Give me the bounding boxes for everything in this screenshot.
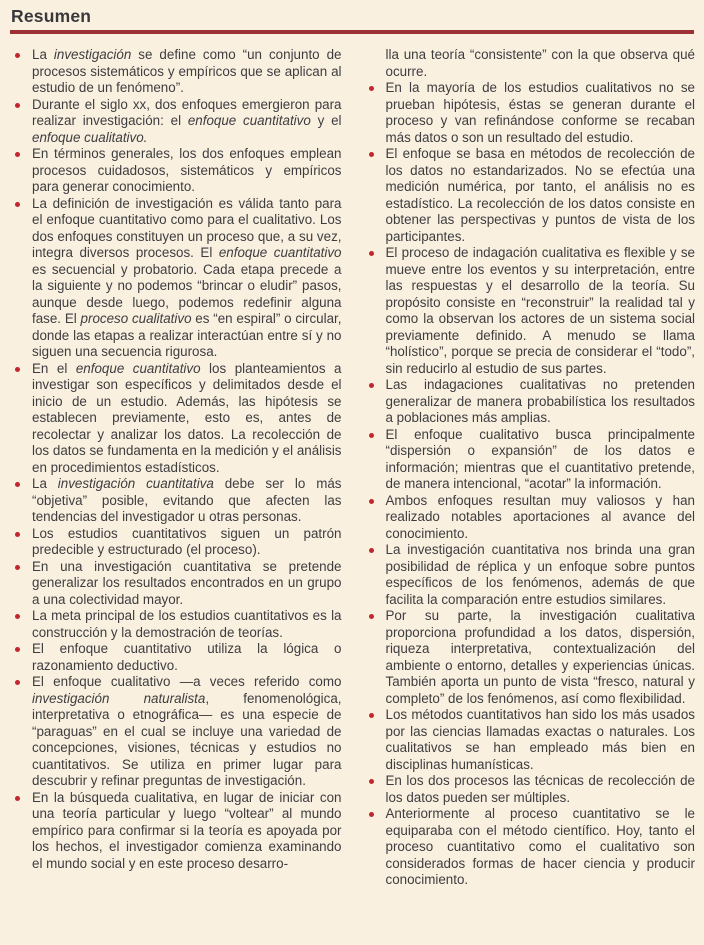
bullet-item [364, 773, 696, 806]
bullet-item [10, 97, 342, 147]
bullet-icon [369, 433, 374, 438]
bullet-icon [369, 548, 374, 553]
bullet-icon [15, 482, 20, 487]
bullet-icon [369, 779, 374, 784]
bullet-text: El enfoque cualitativo busca principalmente “dispersión o expansión” de los datos e información; mientras que el cuantitativo pretende, de manera intencional, “acotar” la información. [385, 426, 695, 492]
bullet-icon [369, 251, 374, 256]
bullet-item [10, 674, 342, 790]
bullet-icon [369, 614, 374, 619]
bullet-item [364, 377, 696, 427]
bullet-item [364, 806, 696, 889]
bullet-text: Los métodos cuantitativos han sido los más usados por las ciencias llamadas exactas o naturales. Los cualitativos se han empleado más bien en disciplinas humanísticas. [385, 707, 695, 772]
bullet-text: La investigación se define como “un conjunto de procesos sistemáticos y empíricos que se aplican al estudio de un fenómeno”. [32, 47, 342, 96]
page-title: Resumen [11, 6, 92, 26]
title-rule [10, 30, 694, 34]
bullet-text: En una investigación cuantitativa se pretende generalizar los resultados encontrados en un grupo a una colectividad mayor. [32, 558, 342, 607]
bullet-text: El enfoque cualitativo —a veces referido como investigación naturalista, fenomenológica, interpretativa o etnográfica— es una especie de “paraguas” en el cual se incluye una variedad de concepciones, visiones, técnicas y estudios no cuantitativos. Se utiliza en primer lugar para descubrir y refinar preguntas de investigación. [32, 674, 342, 789]
bullet-icon [15, 532, 20, 537]
bullet-icon [369, 152, 374, 157]
bullet-text: El enfoque cuantitativo utiliza la lógica o razonamiento deductivo. [32, 641, 342, 673]
bullet-item [364, 608, 696, 707]
bullet-item [364, 80, 696, 146]
bullet-item [364, 427, 696, 493]
bullet-item [10, 361, 342, 477]
bullet-icon [15, 796, 20, 801]
bullet-icon [369, 86, 374, 91]
bullet-icon [15, 202, 20, 207]
bullet-icon [369, 499, 374, 504]
bullet-text: En la búsqueda cualitativa, en lugar de iniciar con una teoría particular y luego “voltear” al mundo empírico para confirmar si la teoría es apoyada por los hechos, el investigador comienza examinando el mundo social y en este proceso desarro- [32, 789, 342, 871]
column-right [364, 47, 696, 889]
bullet-icon [15, 103, 20, 108]
bullet-item [364, 146, 696, 245]
summary-header [10, 0, 695, 34]
bullet-item [10, 196, 342, 361]
bullet-icon [15, 565, 20, 570]
bullet-text: El enfoque se basa en métodos de recolección de los datos no estandarizados. No se efectúa una medición numérica, por tanto, el análisis no es estadístico. La recolección de los datos consiste en obtener las perspectivas y puntos de vista de los participantes. [385, 146, 695, 244]
bullet-text: En términos generales, los dos enfoques emplean procesos cuidadosos, sistemáticos y empíricos para generar conocimiento. [32, 146, 342, 195]
bullet-item [364, 707, 696, 773]
two-column-layout [10, 47, 695, 889]
bullet-item [10, 559, 342, 609]
bullet-text: Durante el siglo xx, dos enfoques emergieron para realizar investigación: el enfoque cuantitativo y el enfoque cualitativo. [32, 96, 342, 145]
bullet-item [10, 47, 342, 97]
bullet-icon [369, 812, 374, 817]
bullet-icon [15, 647, 20, 652]
bullet-text: En la mayoría de los estudios cualitativos no se prueban hipótesis, éstas se generan durante el proceso y van refinándose conforme se recaban más datos o son un resultado del estudio. [385, 80, 695, 145]
bullet-icon [369, 383, 374, 388]
bullet-icon [15, 152, 20, 157]
bullet-text: El proceso de indagación cualitativa es flexible y se mueve entre los eventos y su interpretación, entre las respuestas y el desarrollo de la teoría. Su propósito consiste en “reconstruir” la realidad tal y como la observan los actores de un sistema social previamente definido. A menudo se llama “holístico”, porque se precia de considerar el “todo”, sin reducirlo al estudio de sus partes. [385, 245, 695, 376]
bullet-text: Los estudios cuantitativos siguen un patrón predecible y estructurado (el proceso). [32, 525, 342, 558]
bullet-icon [15, 680, 20, 685]
bullet-text: En los dos procesos las técnicas de recolección de los datos pueden ser múltiples. [385, 773, 695, 805]
bullet-item [10, 526, 342, 559]
bullet-item [10, 608, 342, 641]
bullet-item [10, 790, 342, 873]
bullet-item [364, 245, 696, 377]
bullet-icon [369, 713, 374, 718]
bullet-text: lla una teoría “consistente” con la que observa qué ocurre. [385, 47, 695, 79]
bullet-item [364, 493, 696, 543]
bullet-text: En el enfoque cuantitativo los planteamientos a investigar son específicos y delimitados desde el inicio de un estudio. Además, las hipótesis se establecen previamente, esto es, antes de recolectar y analizar los datos. La recolección de los datos se fundamenta en la medición y el análisis en procedimientos estadísticos. [32, 360, 342, 475]
bullet-icon [15, 367, 20, 372]
bullet-text: La investigación cuantitativa nos brinda una gran posibilidad de réplica y un enfoque sobre puntos específicos de los fenómenos, además de que facilita la comparación entre estudios similares. [385, 542, 695, 607]
bullet-item [10, 146, 342, 196]
bullet-text: La meta principal de los estudios cuantitativos es la construcción y la demostración de teorías. [32, 608, 342, 640]
column-left [10, 47, 342, 889]
bullet-text: Las indagaciones cualitativas no pretenden generalizar de manera probabilística los resultados a poblaciones más amplias. [385, 377, 695, 426]
bullet-item [10, 476, 342, 526]
bullet-icon [15, 614, 20, 619]
bullet-text: La definición de investigación es válida tanto para el enfoque cuantitativo como para el cualitativo. Los dos enfoques constituyen un proceso que, a su vez, integra diversos procesos. El enfoque cuantitativo es secuencial y probatorio. Cada etapa precede a la siguiente y no podemos “brincar o eludir” pasos, aunque desde luego, podemos redefinir alguna fase. El proceso cualitativo es “en espiral” o circular, donde las etapas a realizar interactúan entre sí y no siguen una secuencia rigurosa. [32, 195, 342, 360]
bullet-item [10, 641, 342, 674]
bullet-text: La investigación cuantitativa debe ser lo más “objetiva” posible, evitando que afecten las tendencias del investigador u otras personas. [32, 476, 342, 525]
bullet-text: Anteriormente al proceso cuantitativo se le equiparaba con el método científico. Hoy, tanto el proceso cuantitativo como el cualitativo son considerados formas de hacer ciencia y producir conocimiento. [385, 806, 695, 888]
continuation-item [364, 47, 696, 80]
bullet-text: Ambos enfoques resultan muy valiosos y han realizado notables aportaciones al avance del conocimiento. [385, 492, 695, 541]
bullet-icon [15, 53, 20, 58]
bullet-text: Por su parte, la investigación cualitativa proporciona profundidad a los datos, dispersión, riqueza interpretativa, contextualización del ambiente o entorno, detalles y experiencias únicas. También aporta un punto de vista “fresco, natural y completo” de los fenómenos, así como flexibilidad. [385, 608, 695, 706]
bullet-item [364, 542, 696, 608]
